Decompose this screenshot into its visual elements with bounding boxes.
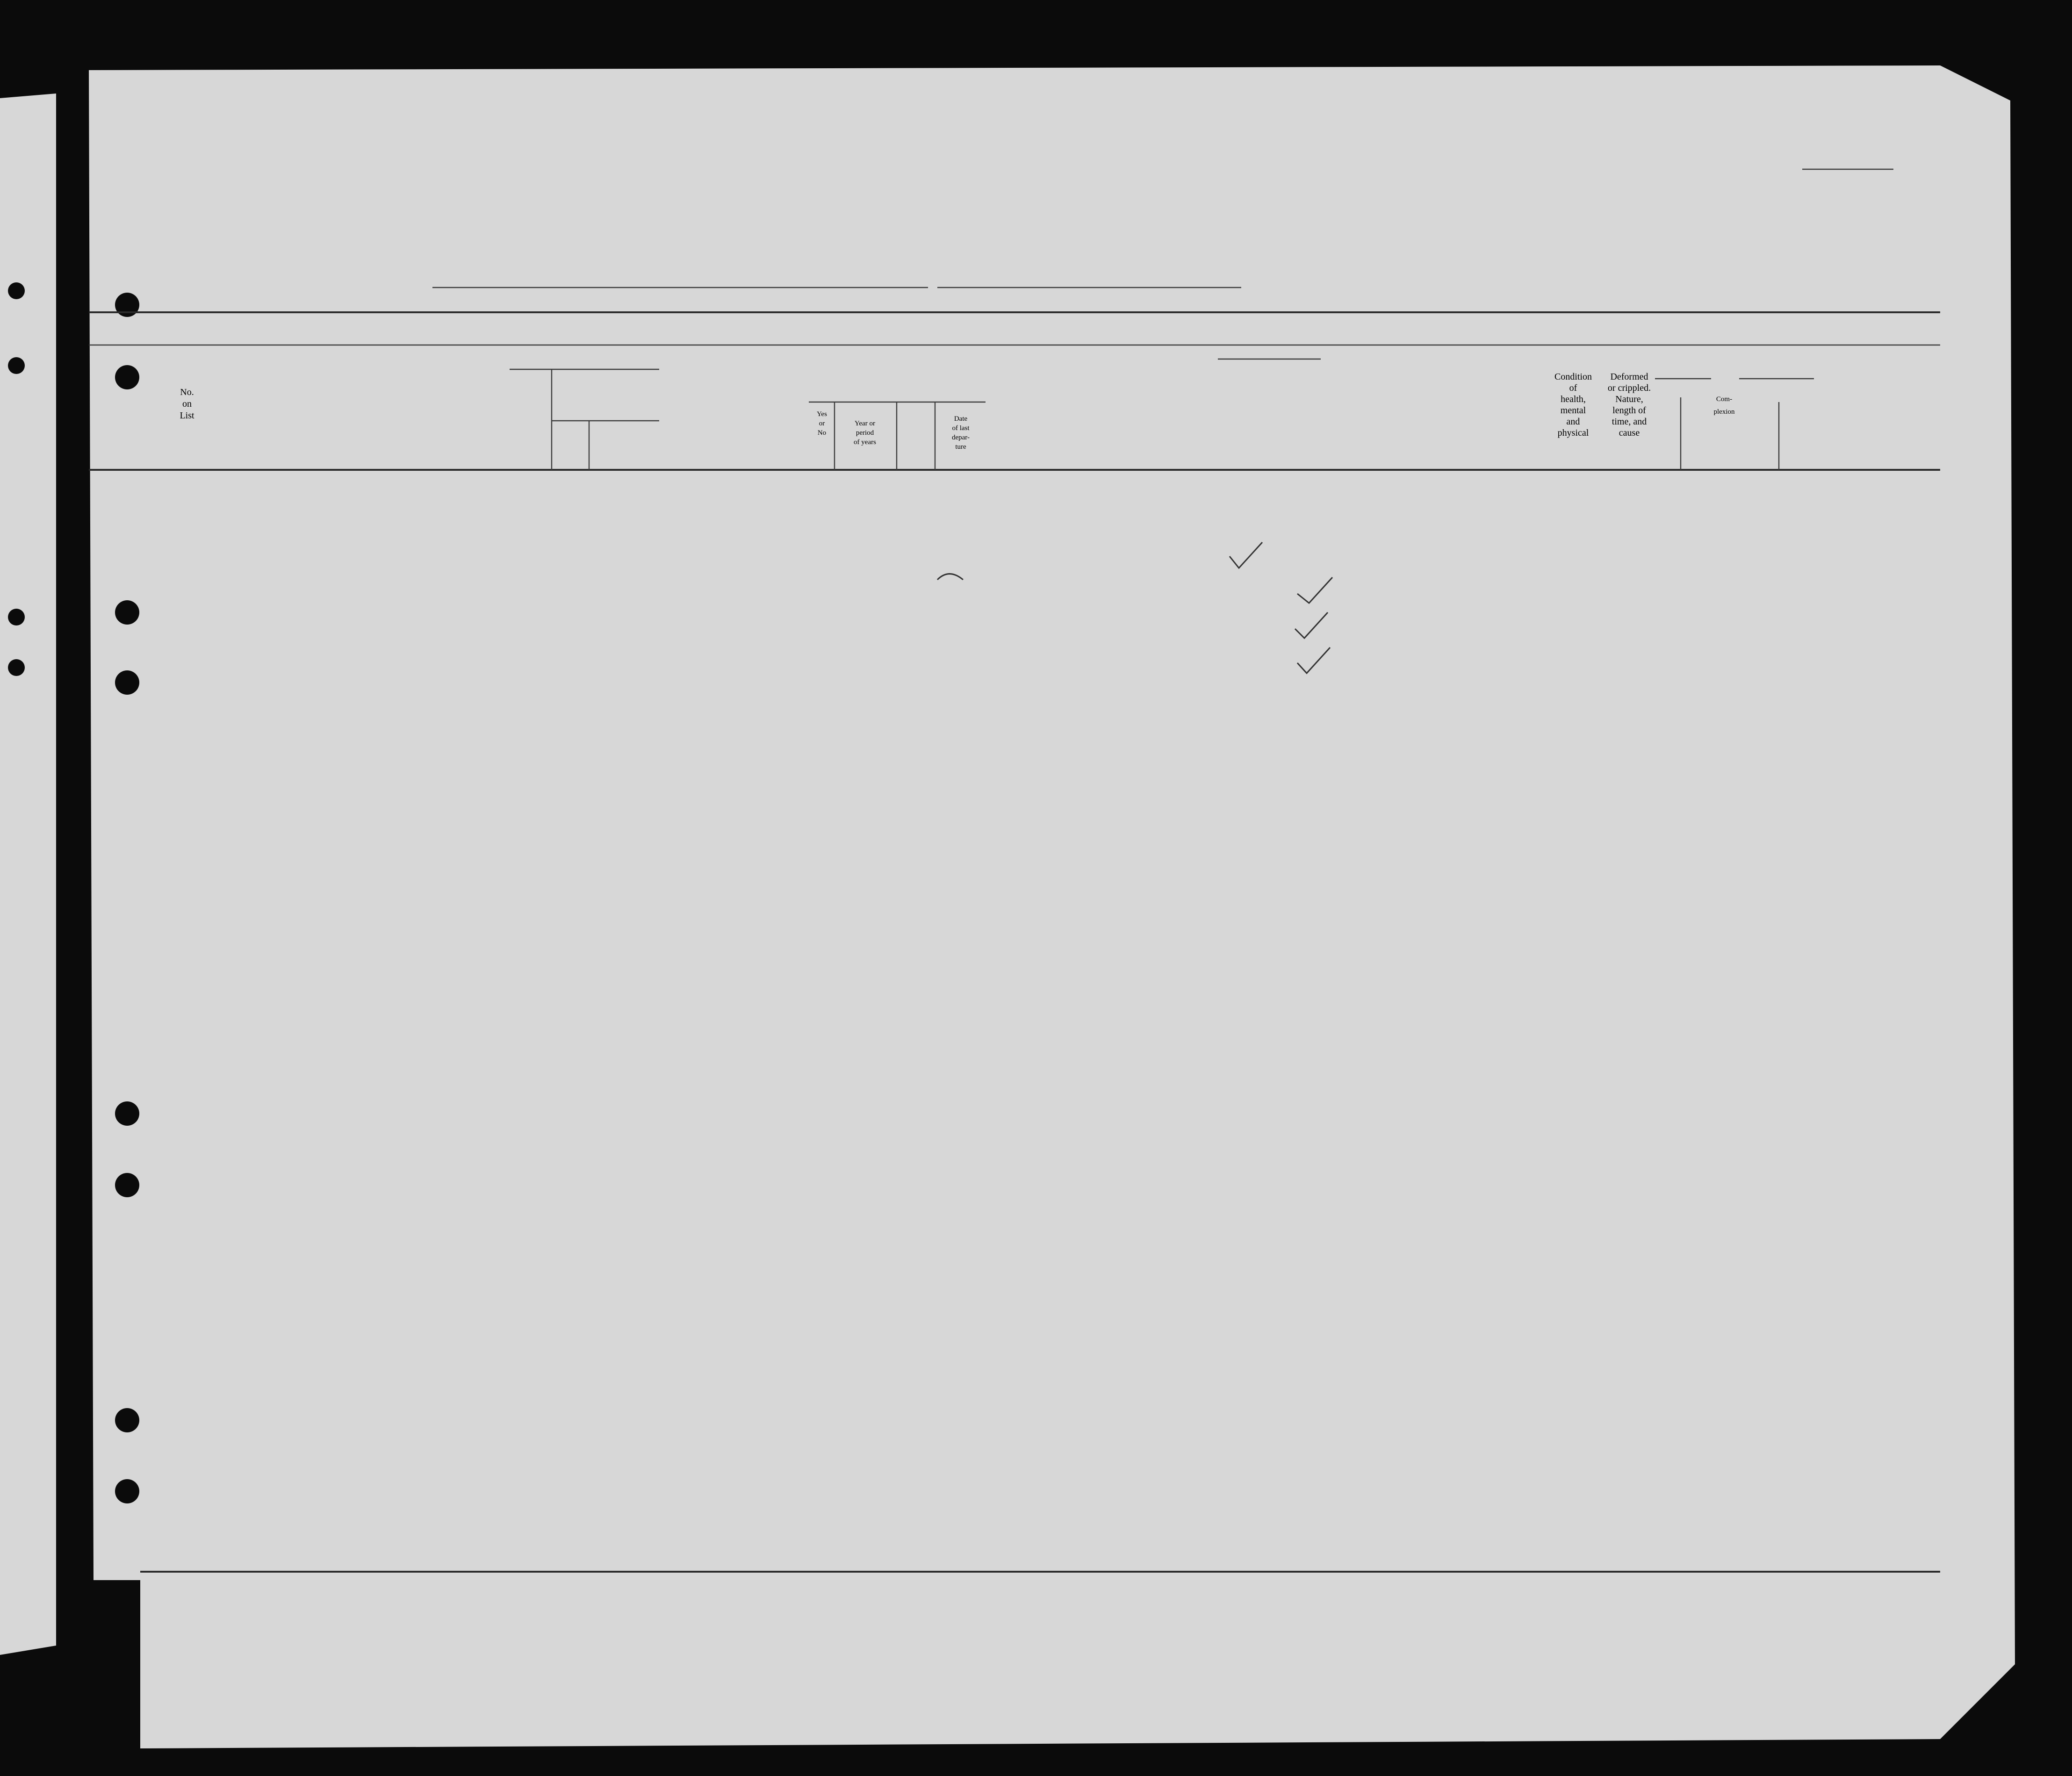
- col22-yesno: Yes or No: [817, 410, 827, 437]
- binding-hole: [8, 609, 25, 626]
- col22-year: Year or period of years: [854, 420, 876, 446]
- col22-date: Date of last depar-ture: [951, 415, 970, 451]
- left-page-fragment: [0, 93, 56, 1655]
- manifest-sheet: [89, 65, 2015, 1748]
- binding-hole: [115, 1479, 139, 1503]
- binding-hole: [115, 1101, 139, 1126]
- binding-hole: [8, 282, 25, 299]
- binding-hole: [115, 293, 139, 317]
- col35-heading: Com-plexion: [1713, 395, 1735, 416]
- binding-hole: [115, 1408, 139, 1432]
- col16-heading: No. on List: [180, 387, 194, 421]
- binding-hole: [8, 357, 25, 374]
- binding-hole: [115, 1173, 139, 1197]
- binding-hole: [115, 365, 139, 389]
- col32-heading: Condition of health, mental and physical: [1554, 372, 1592, 438]
- binding-hole: [8, 659, 25, 676]
- col33-heading: Deformed or crippled. Nature, length of time, and cause: [1607, 372, 1651, 438]
- binding-hole: [115, 670, 139, 695]
- binding-hole: [115, 600, 139, 625]
